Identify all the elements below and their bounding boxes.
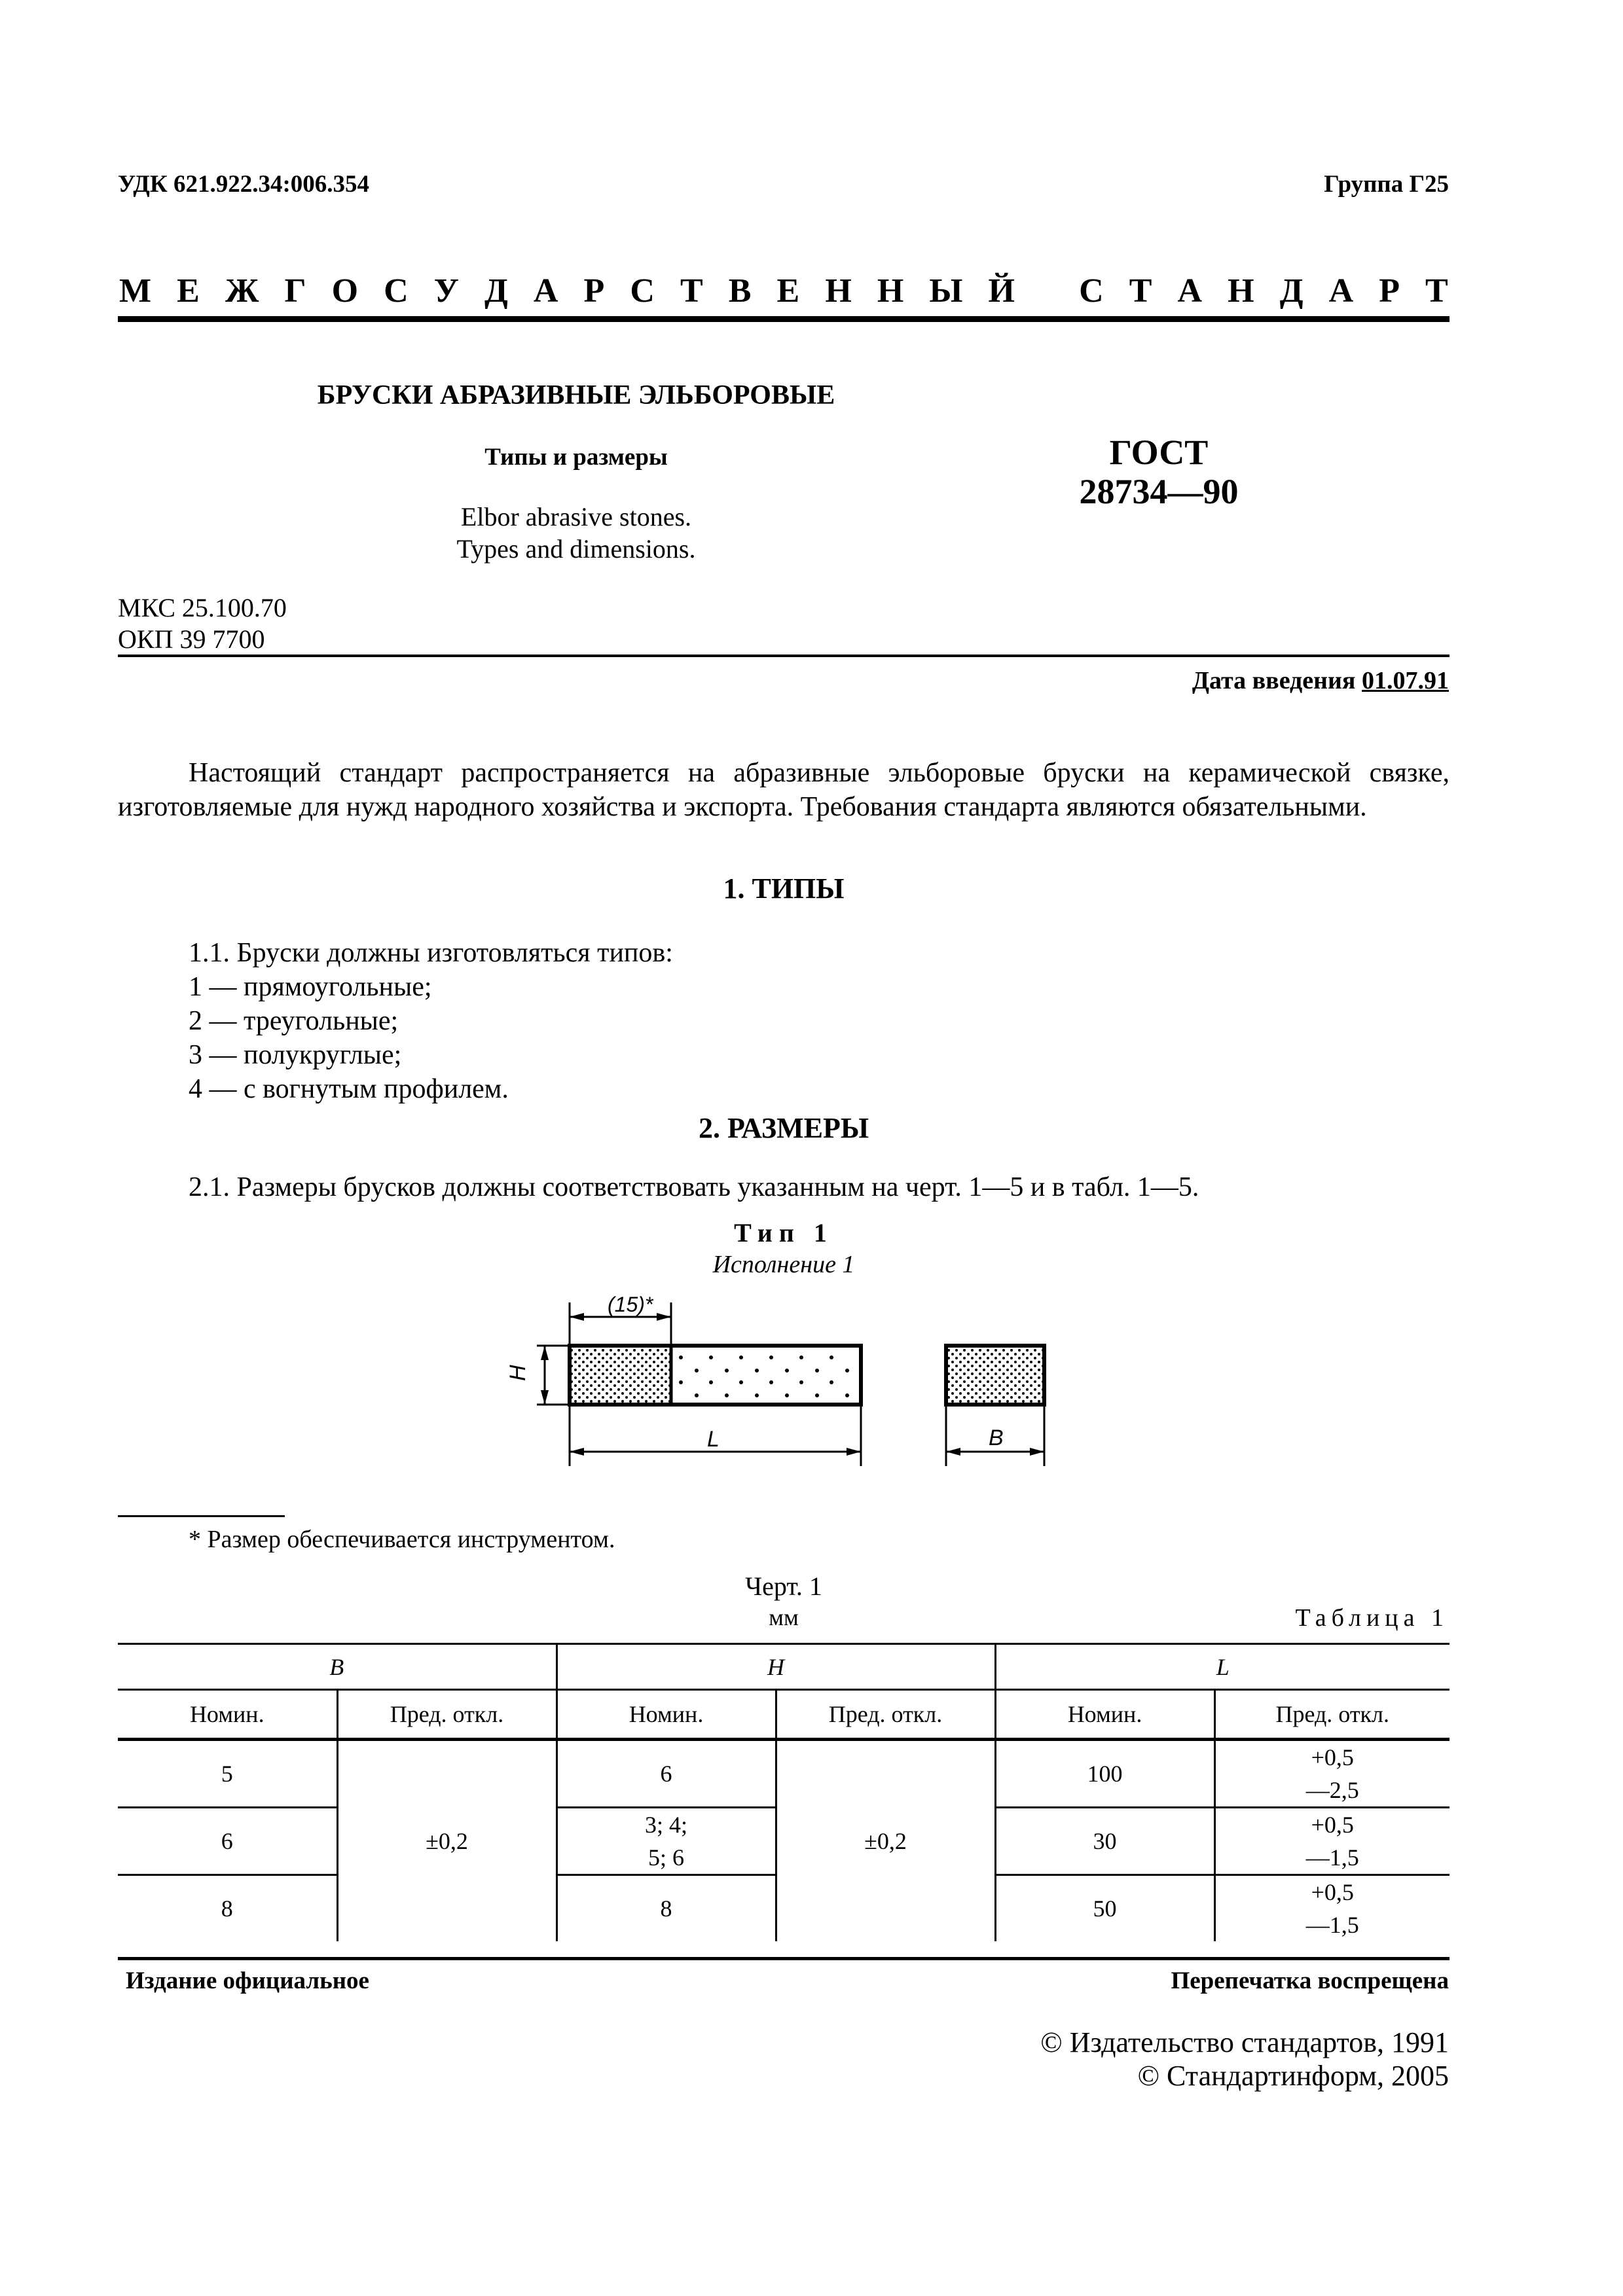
banner-letter: В — [728, 272, 752, 310]
table-label: Таблица 1 — [1295, 1604, 1449, 1632]
banner-rule — [118, 316, 1450, 322]
type-item-3: 3 — полукруглые; — [189, 1040, 402, 1070]
dimension-15-label: (15)* — [608, 1293, 653, 1316]
english-title-line1: Elbor abrasive stones. — [460, 502, 692, 531]
cell-b-tol: ±0,2 — [337, 1740, 556, 1942]
cell-b-nom: 8 — [221, 1895, 233, 1922]
header-b: B — [118, 1644, 556, 1690]
banner-letter: М — [119, 272, 152, 310]
section-1-lead: 1.1. Бруски должны изготовляться типов: — [189, 938, 673, 968]
intro-date-value: 01.07.91 — [1362, 667, 1449, 694]
official-edition: Издание официальное — [126, 1967, 369, 1994]
banner-letter: С — [384, 272, 409, 310]
section-2-title: 2. РАЗМЕРЫ — [698, 1112, 869, 1144]
front-view — [570, 1346, 861, 1405]
intro-date — [1192, 666, 1449, 695]
type-1-drawing — [505, 1289, 1067, 1486]
cell-b-nom: 6 — [118, 1808, 337, 1875]
subheader-l-nom: Номин. — [995, 1690, 1214, 1740]
type-item-4: 4 — с вогнутым профилем. — [189, 1074, 509, 1104]
execution-label: Исполнение 1 — [712, 1251, 855, 1278]
cell-l-tol — [1214, 1740, 1450, 1808]
cell-h-nom — [556, 1808, 776, 1875]
copyright-block — [1040, 2026, 1449, 2092]
l-tol-lower: —1,5 — [1305, 1844, 1359, 1871]
copyright-1991: © Издательство стандартов, 1991 — [1040, 2026, 1449, 2058]
subheader-h-nom: Номин. — [556, 1690, 776, 1740]
banner-letter — [1040, 272, 1053, 310]
mks-code: МКС 25.100.70 — [118, 593, 287, 622]
banner-letter: С — [1079, 272, 1104, 310]
banner-letter: С — [630, 272, 655, 310]
l-tol-upper: +0,5 — [1311, 1744, 1354, 1770]
cell-h-nom: 6 — [556, 1740, 776, 1808]
copyright-2005: © Стандартинформ, 2005 — [1137, 2060, 1449, 2092]
subheader-b-tol: Пред. откл. — [337, 1690, 556, 1740]
l-tol-upper: +0,5 — [1311, 1812, 1354, 1838]
banner-letter: Н — [825, 272, 852, 310]
dimension-h — [537, 1346, 570, 1405]
udk-code: УДК 621.922.34:006.354 — [118, 171, 370, 198]
header-h: H — [556, 1644, 995, 1690]
codes-rule — [118, 655, 1450, 657]
cell-l-tol — [1214, 1808, 1450, 1875]
banner-letter: Ж — [225, 272, 259, 310]
document-subtitle: Типы и размеры — [484, 444, 668, 471]
okp-code: ОКП 39 7700 — [118, 624, 265, 654]
banner-letter: Д — [1279, 272, 1304, 310]
banner-letter: Г — [284, 272, 306, 310]
banner-letter: А — [1328, 272, 1354, 310]
dimension-l-label: L — [707, 1427, 720, 1452]
table-row — [118, 1740, 1450, 1808]
banner-letter: Т — [1129, 272, 1152, 310]
document-title: БРУСКИ АБРАЗИВНЫЕ ЭЛЬБОРОВЫЕ — [317, 380, 835, 410]
gost-label: ГОСТ — [1109, 433, 1209, 472]
figure-caption: Черт. 1 — [745, 1571, 822, 1601]
cell-h-nom: 8 — [556, 1875, 776, 1942]
subheader-h-tol: Пред. откл. — [776, 1690, 995, 1740]
cell-h-tol: ±0,2 — [776, 1740, 995, 1942]
h-nom-line1: 3; 4; — [644, 1812, 687, 1838]
banner-letter: А — [533, 272, 558, 310]
header-l: L — [995, 1644, 1450, 1690]
interstate-standard-banner — [119, 272, 1448, 310]
cell-l-nom: 50 — [995, 1875, 1214, 1942]
banner-letter: Е — [177, 272, 200, 310]
intro-paragraph: Настоящий стандарт распространяется на абразивные эльборовые бруски на керамической связке, изготовляемые для нужд народного хозяйства и экспорта. Требования стандарта являются обязательными. — [118, 758, 1450, 822]
banner-letter: Р — [583, 272, 605, 310]
banner-letter: Д — [484, 272, 508, 310]
english-title-line2: Types and dimensions. — [456, 534, 696, 564]
banner-letter: Т — [680, 272, 703, 310]
cell-l-nom: 30 — [995, 1808, 1214, 1875]
type-title: Тип 1 — [734, 1218, 833, 1247]
dimension-h-label: H — [505, 1365, 530, 1381]
banner-letter: А — [1177, 272, 1203, 310]
section-1-list — [189, 936, 673, 1106]
footer-rule — [118, 1957, 1450, 1960]
banner-letter: Е — [776, 272, 800, 310]
footnote: * Размер обеспечивается инструментом. — [189, 1526, 615, 1553]
type-item-2: 2 — треугольные; — [189, 1006, 399, 1036]
gost-number: 28734—90 — [1079, 472, 1239, 511]
type-item-1: 1 — прямоугольные; — [189, 972, 432, 1002]
cell-b-nom: 5 — [118, 1740, 337, 1808]
banner-letter: У — [433, 272, 459, 310]
l-tol-lower: —2,5 — [1305, 1777, 1359, 1803]
footnote-rule — [118, 1515, 285, 1517]
banner-letter: Н — [877, 272, 904, 310]
dimensions-table — [118, 1643, 1450, 1941]
intro-date-label: Дата введения — [1192, 667, 1356, 694]
banner-letter: Ы — [929, 272, 963, 310]
dimension-b-label: B — [989, 1426, 1004, 1450]
group-code: Группа Г25 — [1324, 171, 1449, 198]
banner-letter: О — [331, 272, 359, 310]
banner-letter: Н — [1228, 272, 1254, 310]
cell-l-nom: 100 — [995, 1740, 1214, 1808]
section-1-title: 1. ТИПЫ — [723, 872, 845, 905]
subheader-b-nom: Номин. — [118, 1690, 337, 1740]
section-2-lead: 2.1. Размеры брусков должны соответствовать указанным на черт. 1—5 и в табл. 1—5. — [189, 1172, 1199, 1202]
banner-letter: Т — [1425, 272, 1448, 310]
l-tol-upper: +0,5 — [1311, 1879, 1354, 1905]
reprint-prohibited: Перепечатка воспрещена — [1171, 1967, 1449, 1994]
banner-letter: Й — [988, 272, 1015, 310]
l-tol-lower: —1,5 — [1305, 1912, 1359, 1938]
table-units: мм — [769, 1604, 799, 1630]
banner-letter: Р — [1379, 272, 1400, 310]
cell-l-tol — [1214, 1875, 1450, 1942]
subheader-l-tol: Пред. откл. — [1214, 1690, 1450, 1740]
h-nom-line2: 5; 6 — [647, 1844, 684, 1871]
